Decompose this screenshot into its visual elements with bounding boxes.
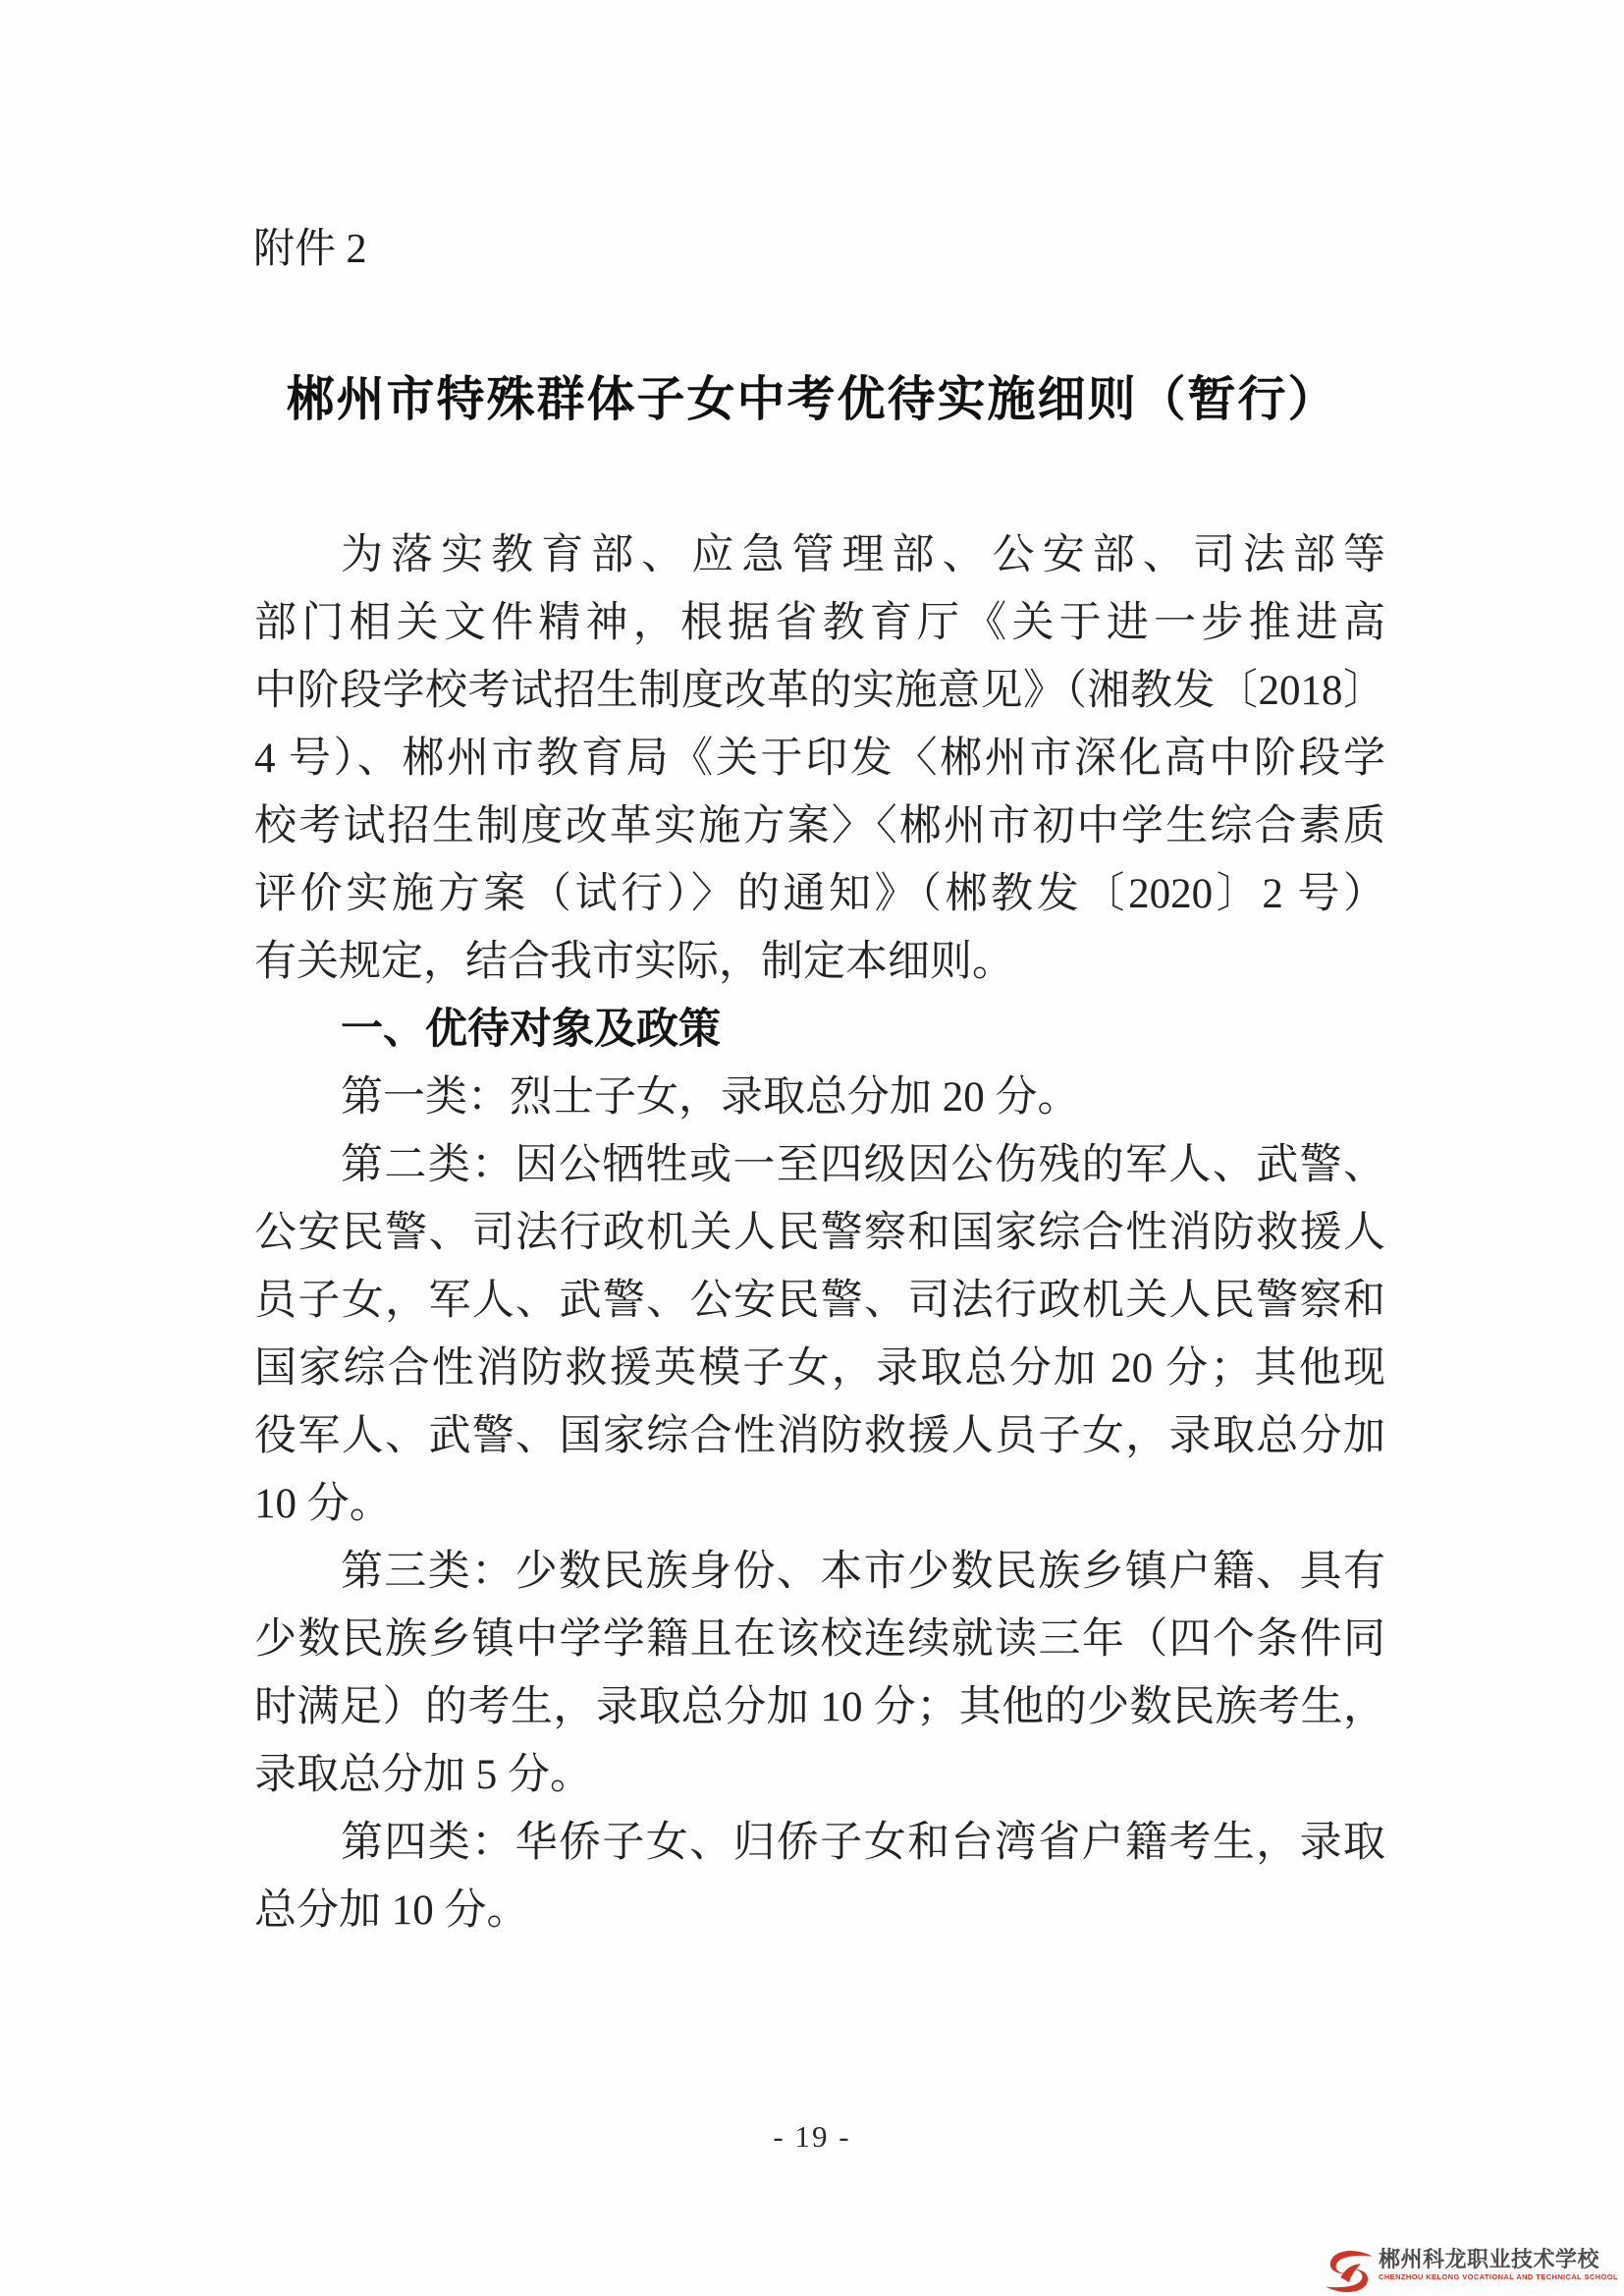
document-body <box>254 521 1385 1944</box>
kelong-s-swoosh-icon <box>1324 2249 1375 2294</box>
body-line: 校考试招生制度改革实施方案〉〈郴州市初中学生综合素质 <box>254 803 1385 849</box>
body-line: 员子女，军人、武警、公安民警、司法行政机关人民警察和 <box>254 1278 1385 1324</box>
page-number: - 19 - <box>773 2119 851 2154</box>
category4-paragraph <box>254 1809 1385 1944</box>
school-name-cn: 郴州科龙职业技术学校 <box>1379 2247 1600 2271</box>
school-logo <box>1324 2247 1618 2294</box>
document-title: 郴州市特殊群体子女中考优待实施细则（暂行） <box>286 373 1338 426</box>
body-line: 评价实施方案（试行）〉的通知》（郴教发〔2020〕2 号） <box>254 871 1385 917</box>
body-line: 4 号）、郴州市教育局《关于印发〈郴州市深化高中阶段学 <box>254 736 1385 782</box>
body-line: 部门相关文件精神，根据省教育厅《关于进一步推进高 <box>254 600 1385 646</box>
body-line: 10 分。 <box>254 1481 392 1527</box>
body-line: 少数民族乡镇中学学籍且在该校连续就读三年（四个条件同 <box>254 1616 1385 1663</box>
section-heading: 一、优待对象及政策 <box>341 1006 721 1053</box>
category3-paragraph <box>254 1538 1385 1809</box>
body-line: 第四类：华侨子女、归侨子女和台湾省户籍考生，录取 <box>341 1820 1385 1866</box>
attachment-label: 附件 2 <box>253 227 367 272</box>
body-line: 有关规定，结合我市实际，制定本细则。 <box>254 939 1014 985</box>
body-line: 第三类：少数民族身份、本市少数民族乡镇户籍、具有 <box>341 1549 1385 1595</box>
body-line: 中阶段学校考试招生制度改革的实施意见》（湘教发〔2018〕 <box>254 668 1385 714</box>
category1-paragraph: 第一类：烈士子女，录取总分加 20 分。 <box>341 1074 1080 1121</box>
intro-paragraph <box>254 521 1385 996</box>
body-line: 时满足）的考生，录取总分加 10 分；其他的少数民族考生， <box>254 1684 1385 1730</box>
body-line: 为落实教育部、应急管理部、公安部、司法部等 <box>341 532 1385 578</box>
body-line: 国家综合性消防救援英模子女，录取总分加 20 分；其他现 <box>254 1345 1385 1392</box>
body-line: 公安民警、司法行政机关人民警察和国家综合性消防救援人 <box>254 1210 1385 1256</box>
body-line: 录取总分加 5 分。 <box>254 1752 592 1798</box>
body-line: 第二类：因公牺牲或一至四级因公伤残的军人、武警、 <box>341 1142 1385 1188</box>
body-line: 总分加 10 分。 <box>254 1887 529 1934</box>
category2-paragraph <box>254 1131 1385 1538</box>
school-logo-text <box>1379 2247 1618 2281</box>
school-name-en: CHENZHOU KELONG VOCATIONAL AND TECHNICAL SCHOOL <box>1379 2272 1618 2281</box>
body-line: 役军人、武警、国家综合性消防救援人员子女，录取总分加 <box>254 1413 1385 1459</box>
